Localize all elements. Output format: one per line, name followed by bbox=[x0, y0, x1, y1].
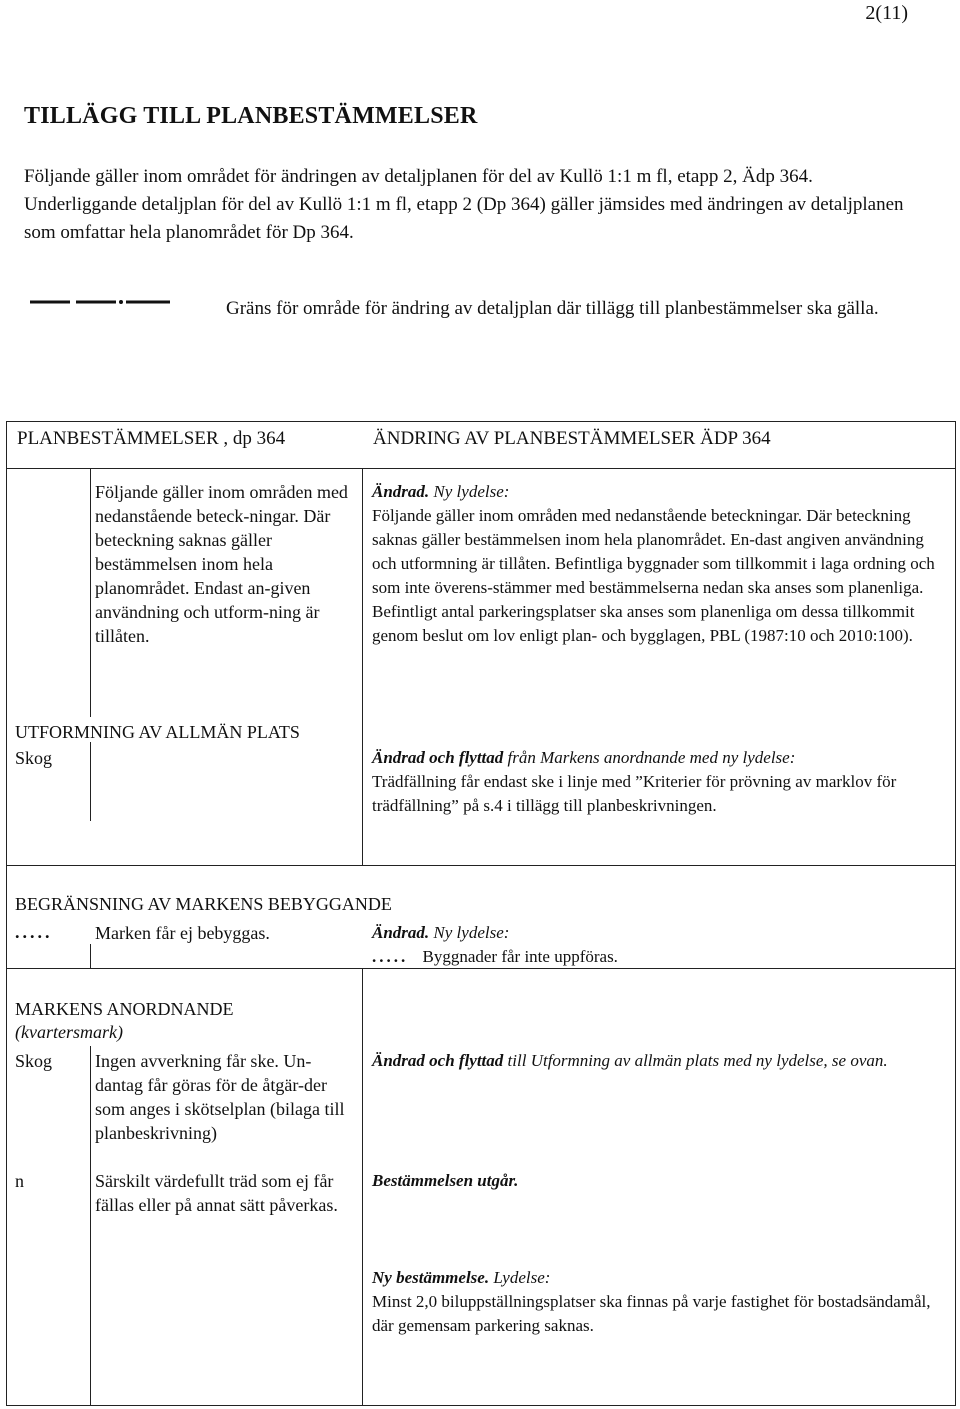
general-text-2: Befintligt antal parkeringsplatser ska anses som planenliga om dessa tillkommit genom beslut om lov enligt plan- och bygglagen, PBL (1987:10 och 2010:100). bbox=[372, 602, 915, 645]
allman-plats-text: Trädfällning får endast ske i linje med ”Kriterier för prövning av marklov för trädfällning” på s.4 i tillägg till planbeskrivningen. bbox=[372, 772, 897, 815]
status-sublabel: Ny lydelse: bbox=[433, 923, 510, 942]
dotted-code: ..... bbox=[372, 947, 409, 966]
boundary-line-icon bbox=[30, 299, 170, 305]
status-label: Ändrad och flyttad bbox=[372, 1051, 504, 1070]
column-divider bbox=[362, 968, 363, 1405]
allman-plats-right bbox=[372, 746, 952, 818]
new-regulation bbox=[372, 1266, 952, 1338]
code-column-divider bbox=[90, 1046, 91, 1405]
bebyggande-right-text: Byggnader får inte uppföras. bbox=[422, 947, 618, 966]
bebyggande-left-text: Marken får ej bebyggas. bbox=[95, 923, 270, 943]
regulations-table bbox=[6, 421, 956, 1406]
header-left: PLANBESTÄMMELSER , dp 364 bbox=[17, 428, 286, 449]
section-heading: BEGRÄNSNING AV MARKENS BEBYGGANDE bbox=[15, 894, 392, 914]
status-label: Bestämmelsen utgår. bbox=[372, 1171, 519, 1190]
section-divider bbox=[7, 865, 955, 866]
dotted-code: ..... bbox=[15, 922, 53, 942]
code-label: n bbox=[15, 1171, 24, 1191]
anordnande-left-text: Särskilt värdefullt träd som ej får fällas eller på annat sätt påverkas. bbox=[95, 1171, 338, 1215]
section-heading: UTFORMNING AV ALLMÄN PLATS bbox=[15, 722, 300, 742]
anordnande-left-text: Ingen avverkning får ske. Un-dantag får göras för de åtgär-der som anges i skötselplan (bilaga till planbeskrivning) bbox=[95, 1051, 345, 1143]
status-label: Ny bestämmelse. bbox=[372, 1268, 490, 1287]
header-right: ÄNDRING AV PLANBESTÄMMELSER ÄDP 364 bbox=[373, 428, 771, 449]
code-column-divider bbox=[90, 742, 91, 821]
section-heading: MARKENS ANORDNANDE bbox=[15, 999, 234, 1019]
status-sublabel: till Utformning av allmän plats med ny lydelse, se ovan. bbox=[507, 1051, 888, 1070]
general-left-text: Följande gäller inom områden med nedanstående beteck-ningar. Där beteckning saknas gäller bestämmelsen inom hela planområdet. Endast an-given användning och utform-ning är tillåten. bbox=[95, 482, 348, 646]
new-regulation-text: Minst 2,0 biluppställningsplatser ska finnas på varje fastighet för bostadsändamål, där gemensam parkering saknas. bbox=[372, 1292, 931, 1335]
status-label: Ändrad. bbox=[372, 923, 430, 942]
general-text-1: Följande gäller inom områden med nedanstående beteckningar. Där beteckning saknas gäller bestämmelsen inom hela planområdet. En-dast angiven användning och utformning är tillåten. Befintliga byggnader som tillkommit i laga ordning och som inte överens-stämmer med bestämmelserna nedan ska anses som planenliga. bbox=[372, 506, 935, 597]
status-sublabel: Ny lydelse: bbox=[433, 482, 510, 501]
status-label: Ändrad och flyttad bbox=[372, 748, 504, 767]
general-right bbox=[372, 480, 952, 648]
status-sublabel: Lydelse: bbox=[493, 1268, 551, 1287]
section-subheading: (kvartersmark) bbox=[15, 1022, 123, 1042]
page-title: TILLÄGG TILL PLANBESTÄMMELSER bbox=[24, 103, 478, 129]
legend-text: Gräns för område för ändring av detaljplan där tillägg till planbestämmelser ska gälla. bbox=[226, 298, 879, 319]
code-column-divider bbox=[90, 944, 91, 968]
code-column-divider bbox=[90, 468, 91, 717]
status-sublabel: från Markens anordnande med ny lydelse: bbox=[507, 748, 796, 767]
column-divider bbox=[362, 468, 363, 865]
table-header-divider bbox=[7, 468, 955, 469]
code-label: Skog bbox=[15, 1051, 53, 1071]
bebyggande-right bbox=[372, 921, 952, 969]
code-label: Skog bbox=[15, 748, 53, 768]
status-label: Ändrad. bbox=[372, 482, 430, 501]
anordnande-right bbox=[372, 1169, 952, 1193]
anordnande-right bbox=[372, 1049, 952, 1073]
page-number: 2(11) bbox=[865, 2, 908, 24]
intro-paragraph: Följande gäller inom området för ändringen av detaljplanen för del av Kullö 1:1 m fl, etapp 2, Ädp 364. Underliggande detaljplan för del av Kullö 1:1 m fl, etapp 2 (Dp 364) gäller jämsides med ändringen av detaljplanen som omfattar hela planområdet för Dp 364. bbox=[24, 166, 904, 243]
